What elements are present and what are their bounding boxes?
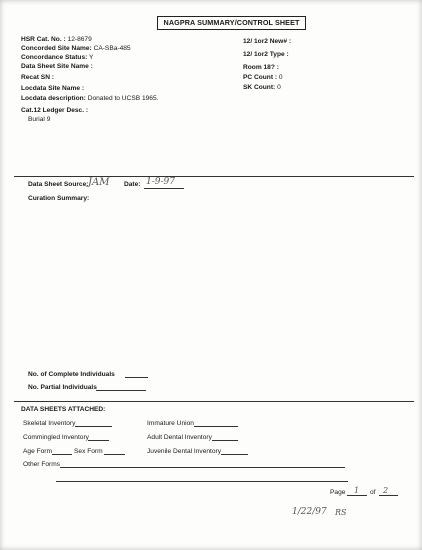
date-label: Date: [124,181,141,188]
concordance-status-field [21,54,93,61]
pc-count-field [243,74,283,81]
locdata-description-field [21,95,158,102]
sex-form-line [104,454,125,455]
juvenile-dental-label: Juvenile Dental Inventory [147,448,222,455]
commingled-inventory-line [88,440,109,441]
concorded-site-name-field [21,45,131,52]
of-value: 2 [383,486,389,495]
field-label: Data Sheet Site Name : [21,63,93,70]
ledger-value: Burial 9 [28,116,51,123]
skeletal-inventory-line [75,426,112,427]
page-line [347,495,367,496]
curation-summary-label: Curation Summary: [28,195,90,202]
signature-initials: RS [335,508,347,517]
ledger-label: Cat.12 Ledger Desc. : [21,107,89,114]
date-underline [144,188,184,189]
field-label: HSR Cat. No. : [21,36,66,43]
attached-title: DATA SHEETS ATTACHED: [21,406,106,413]
field-label: SK Count: [243,84,276,91]
other-forms-label: Other Forms [23,461,61,468]
immature-union-line [194,426,238,427]
section-divider [14,176,414,177]
date-value: 1-9-97 [146,177,175,187]
of-line [379,495,398,496]
of-label: of [370,489,376,496]
sex-form-label: Sex Form [74,448,103,455]
field-label: 12/ 1or2 New# : [243,38,292,45]
type-field [243,51,289,58]
page-value: 1 [354,486,360,495]
other-forms-line-2 [56,481,348,482]
room-18-field [243,64,279,71]
field-value: Y [89,54,94,61]
complete-individuals-line [125,377,148,378]
field-value: Donated to UCSB 1965. [87,95,159,102]
field-label: 12/ 1or2 Type : [243,51,289,58]
field-value: CA-SBa-485 [93,45,131,52]
adult-dental-line [212,440,238,441]
field-label: Locdata description: [21,95,86,102]
new-number-field [243,38,291,45]
skeletal-inventory-label: Skeletal Inventory [23,420,76,427]
field-label: Recat SN : [21,74,54,81]
other-forms-line [60,467,345,468]
partial-individuals-label: No. Partial Individuals [28,384,97,391]
section-divider [14,401,414,402]
commingled-inventory-label: Commingled Inventory [23,434,89,441]
page-label: Page [330,489,346,496]
field-label: Concorded Site Name: [21,45,92,52]
locdata-site-name-field [21,85,84,92]
field-label: PC Count : [243,74,278,81]
age-form-label: Age Form [23,448,52,455]
field-value: 0 [278,74,283,81]
field-label: Locdata Site Name : [21,85,85,92]
field-value: 0 [277,84,281,91]
adult-dental-label: Adult Dental Inventory [147,434,212,441]
partial-individuals-line [96,390,146,391]
complete-individuals-label: No. of Complete Individuals [28,371,115,378]
field-label: Room 18? : [243,64,279,71]
data-sheet-source-label: Data Sheet Source: [28,181,89,188]
signature-date: 1/22/97 [292,507,327,517]
age-form-line [52,454,72,455]
recat-sn-field [21,74,54,81]
page-title: NAGPRA SUMMARY/CONTROL SHEET [157,16,306,30]
immature-union-label: Immature Union [147,420,194,427]
data-sheet-site-name-field [21,63,93,70]
juvenile-dental-line [221,454,248,455]
sk-count-field [243,84,281,91]
hsr-cat-no-field [21,36,92,43]
field-value: 12-8679 [67,36,92,43]
data-sheet-source-value: JAM [88,177,110,188]
field-label: Concordance Status: [21,54,88,61]
